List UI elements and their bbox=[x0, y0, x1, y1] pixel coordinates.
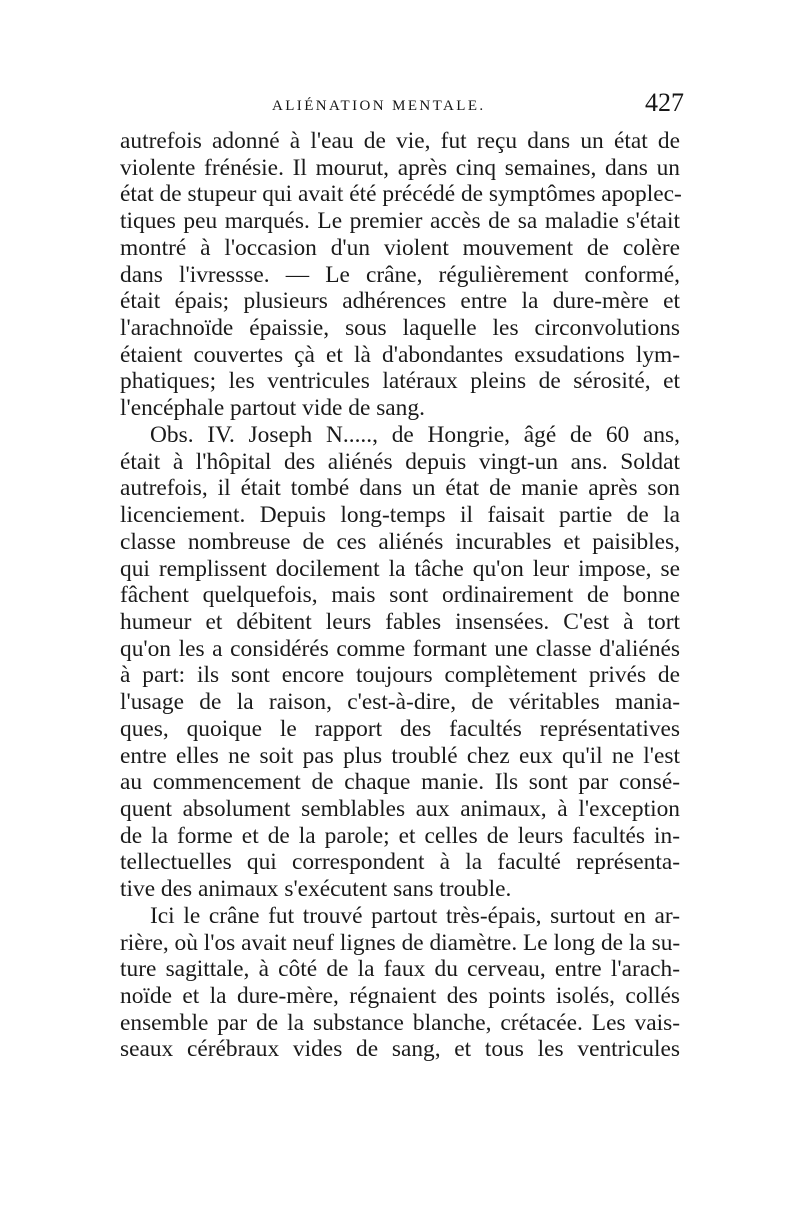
running-title: ALIÉNATION MENTALE. bbox=[272, 98, 486, 114]
running-head bbox=[120, 88, 684, 128]
text-line: phatiques; les ventricules latéraux pleins de sérosité, et bbox=[120, 368, 680, 395]
text-line: quent absolument semblables aux animaux, à l'exception bbox=[120, 795, 680, 822]
text-line: rière, où l'os avait neuf lignes de diamètre. Le long de la su- bbox=[120, 929, 681, 956]
text-line: fâchent quelquefois, mais sont ordinairement de bonne bbox=[120, 582, 680, 609]
text-line: autrefois adonné à l'eau de vie, fut reçu dans un état de bbox=[120, 128, 680, 154]
text-line: était à l'hôpital des aliénés depuis vingt-un ans. Soldat bbox=[120, 448, 680, 475]
text-line: seaux cérébraux vides de sang, et tous les ventricules bbox=[120, 1036, 680, 1063]
text-line: état de stupeur qui avait été précédé de symptômes apoplec- bbox=[120, 181, 682, 208]
text-line: Obs. IV. Joseph N....., de Hongrie, âgé de 60 ans, bbox=[150, 421, 680, 448]
text-line: humeur et débitent leurs fables insensées. C'est à tort bbox=[120, 608, 680, 635]
text-line: à part: ils sont encore toujours complètement privés de bbox=[120, 662, 680, 689]
text-line: l'encéphale partout vide de sang. bbox=[120, 395, 425, 422]
text-line: de la forme et de la parole; et celles de leurs facultés in- bbox=[120, 822, 680, 849]
text-line: qu'on les a considérés comme formant une classe d'aliénés bbox=[120, 635, 680, 662]
text-line: tive des animaux s'exécutent sans trouble. bbox=[120, 876, 512, 903]
page-number: 427 bbox=[645, 88, 684, 117]
text-line: tellectuelles qui correspondent à la faculté représenta- bbox=[120, 849, 680, 876]
text-line: licenciement. Depuis long-temps il faisait partie de la bbox=[120, 502, 680, 529]
text-line: dans l'ivressse. — Le crâne, régulièrement conformé, bbox=[120, 261, 680, 288]
text-line: entre elles ne soit pas plus troublé chez eux qu'il ne l'est bbox=[120, 742, 680, 769]
text-line: violente frénésie. Il mourut, après cinq semaines, dans un bbox=[120, 154, 680, 181]
text-line: ensemble par de la substance blanche, crétacée. Les vais- bbox=[120, 1009, 680, 1036]
text-line: Ici le crâne fut trouvé partout très-épais, surtout en ar- bbox=[150, 902, 680, 929]
text-line: classe nombreuse de ces aliénés incurables et paisibles, bbox=[120, 528, 680, 555]
text-line: au commencement de chaque manie. Ils sont par consé- bbox=[120, 769, 680, 796]
body-text bbox=[120, 128, 680, 1063]
text-line: tiques peu marqués. Le premier accès de sa maladie s'était bbox=[120, 208, 680, 235]
text-line: noïde et la dure-mère, régnaient des points isolés, collés bbox=[120, 983, 680, 1009]
text-line: qui remplissent docilement la tâche qu'on leur impose, se bbox=[120, 555, 680, 582]
text-line: autrefois, il était tombé dans un état de manie après son bbox=[120, 475, 680, 502]
text-line: était épais; plusieurs adhérences entre la dure-mère et bbox=[120, 288, 680, 315]
text-line: ture sagittale, à côté de la faux du cerveau, entre l'arach- bbox=[120, 956, 680, 983]
text-line: ques, quoique le rapport des facultés représentatives bbox=[120, 715, 680, 742]
text-line: l'arachnoïde épaissie, sous laquelle les circonvolutions bbox=[120, 315, 680, 342]
text-line: l'usage de la raison, c'est-à-dire, de véritables mania- bbox=[120, 689, 680, 716]
text-line: montré à l'occasion d'un violent mouvement de colère bbox=[120, 234, 680, 261]
text-line: étaient couvertes çà et là d'abondantes exsudations lym- bbox=[120, 341, 680, 368]
